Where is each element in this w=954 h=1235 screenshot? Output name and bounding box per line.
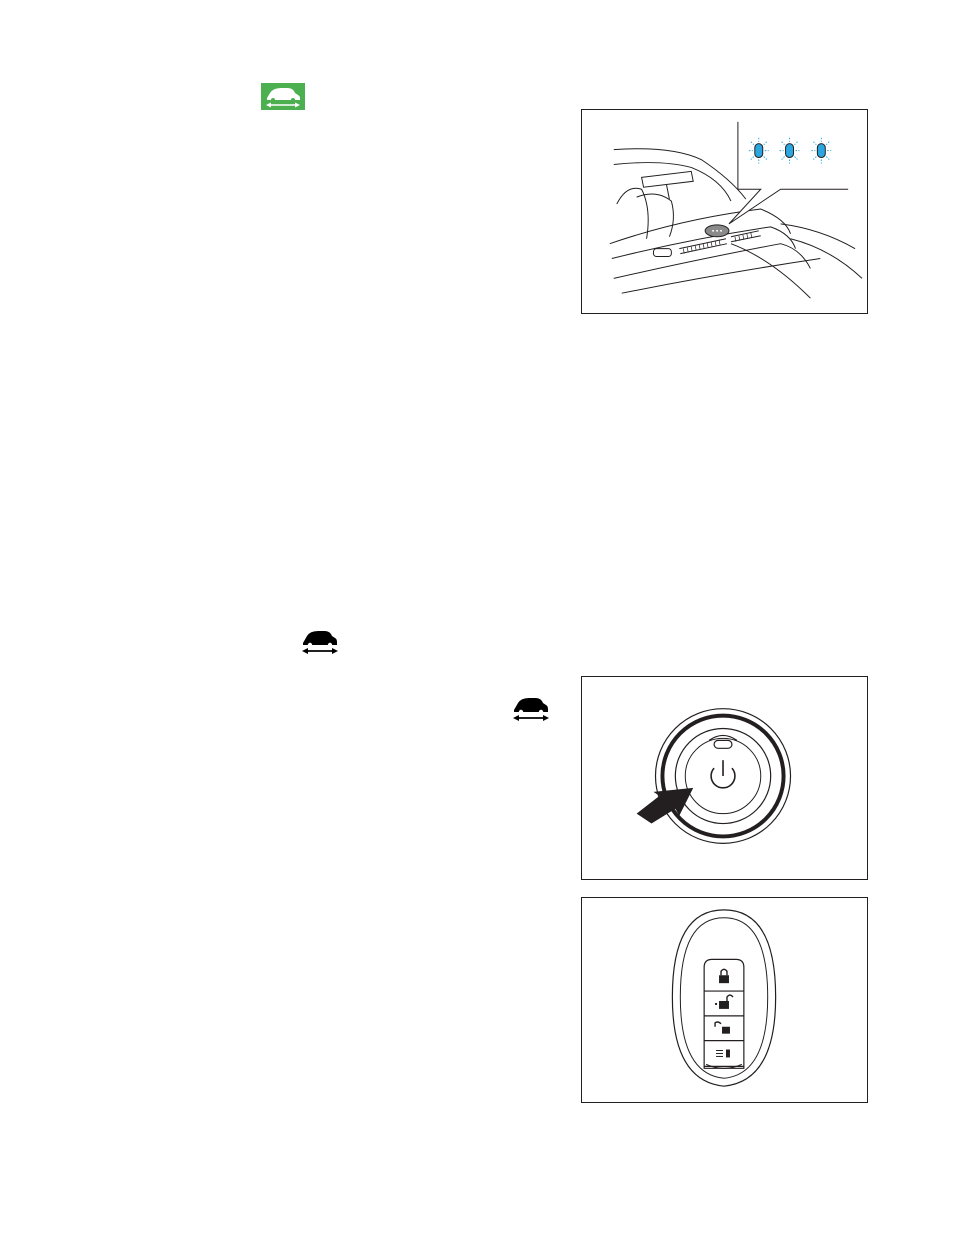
car-ready-indicator-icon: [510, 695, 552, 723]
intelligent-key-illustration: [581, 897, 868, 1103]
car-ready-indicator-icon: [299, 628, 341, 656]
dashboard-indicator-illustration: [581, 109, 868, 314]
power-switch-illustration: [581, 676, 868, 880]
car-ready-indicator-icon: [261, 83, 305, 110]
